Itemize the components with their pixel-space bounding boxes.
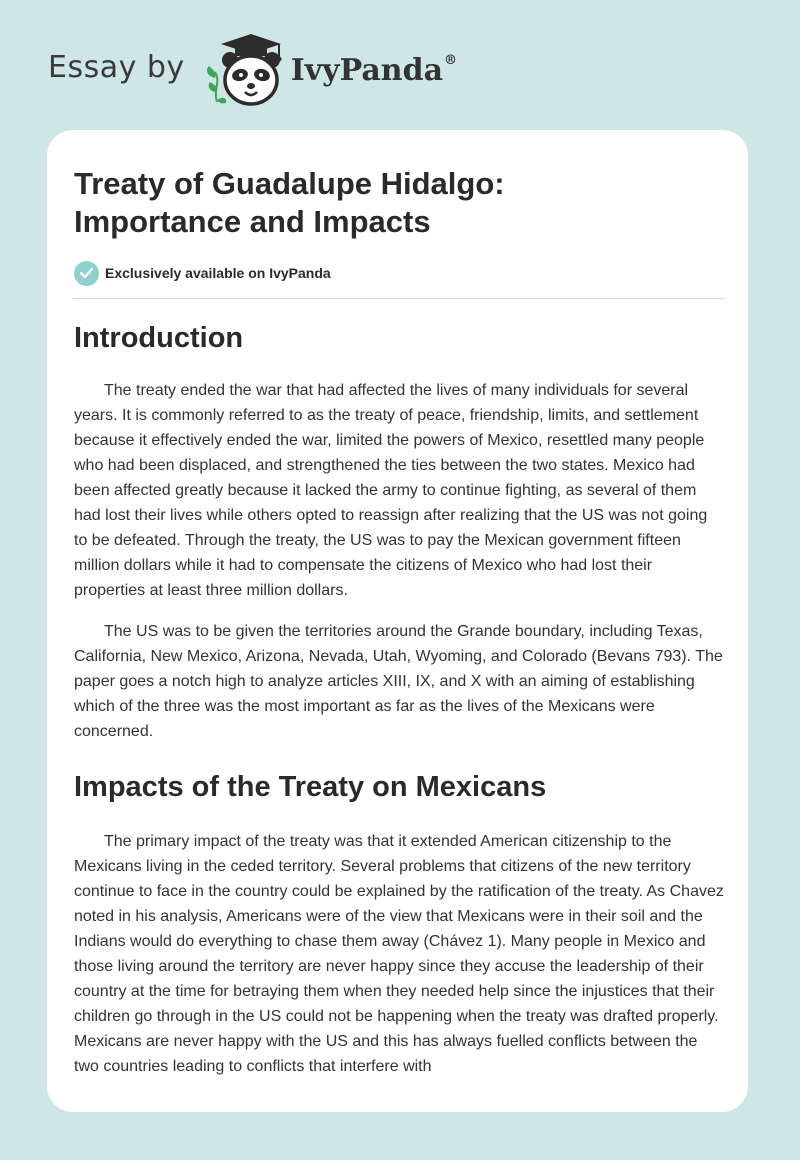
essay-card bbox=[47, 130, 748, 1112]
paragraph: The primary impact of the treaty was that it extended American citizenship to the Mexicans living in the ceded territory. Several problems that citizens of the new territory continue to face in the country could be explained by the ratification of the treaty. As Chavez noted in his analysis, Americans were of the view that Mexicans were in their soil and the Indians would do everything to chase them away (Chávez 1). Many people in Mexico and those living around the territory are never happy since they accuse the leadership of their country at the time for betraying them when they needed help since the injustices that their children go through in the US could not be happening when the treaty was drafted properly. Mexicans are never happy with the US and this has always fuelled conflicts between the two countries leading to conflicts that interfere with bbox=[74, 833, 724, 1075]
paragraph: The treaty ended the war that had affected the lives of many individuals for several years. It is commonly referred to as the treaty of peace, friendship, limits, and settlement because it effectively ended the war, limited the powers of Mexico, resettled many people who had been displaced, and strengthened the ties between the two states. Mexico had been affected greatly because it lacked the army to continue fighting, as several of them had lost their lives while others opted to reassign after realizing that the US was not going to be defeated. Through the treaty, the US was to pay the Mexican government fifteen million dollars while it had to compensate the citizens of Mexico who had lost their properties at least three million dollars. bbox=[74, 382, 708, 599]
section-heading-introduction: Introduction bbox=[74, 322, 244, 354]
panda-graduate-icon bbox=[199, 30, 289, 110]
title-line-2: Importance and Impacts bbox=[74, 204, 431, 239]
brand-prefix: Essay by bbox=[48, 49, 185, 85]
check-circle-icon bbox=[74, 261, 99, 286]
paragraph: The US was to be given the territories around the Grande boundary, including Texas, California, New Mexico, Arizona, Nevada, Utah, Wyoming, and Colorado (Bevans 793). The paper goes a notch high to analyze articles XIII, IX, and X with an aiming of establishing which of the three was the most important as far as the lives of the Mexicans were concerned. bbox=[74, 623, 723, 740]
site-brand[interactable] bbox=[48, 30, 457, 110]
essay-content bbox=[74, 165, 724, 1079]
brand-name: IvyPanda® bbox=[290, 52, 458, 88]
section-heading-impacts: Impacts of the Treaty on Mexicans bbox=[74, 771, 547, 803]
title-line-1: Treaty of Guadalupe Hidalgo: bbox=[74, 166, 505, 201]
exclusive-label: Exclusively available on IvyPanda bbox=[105, 265, 331, 281]
divider bbox=[74, 298, 724, 299]
page-title bbox=[74, 165, 724, 241]
exclusive-badge bbox=[74, 260, 724, 286]
